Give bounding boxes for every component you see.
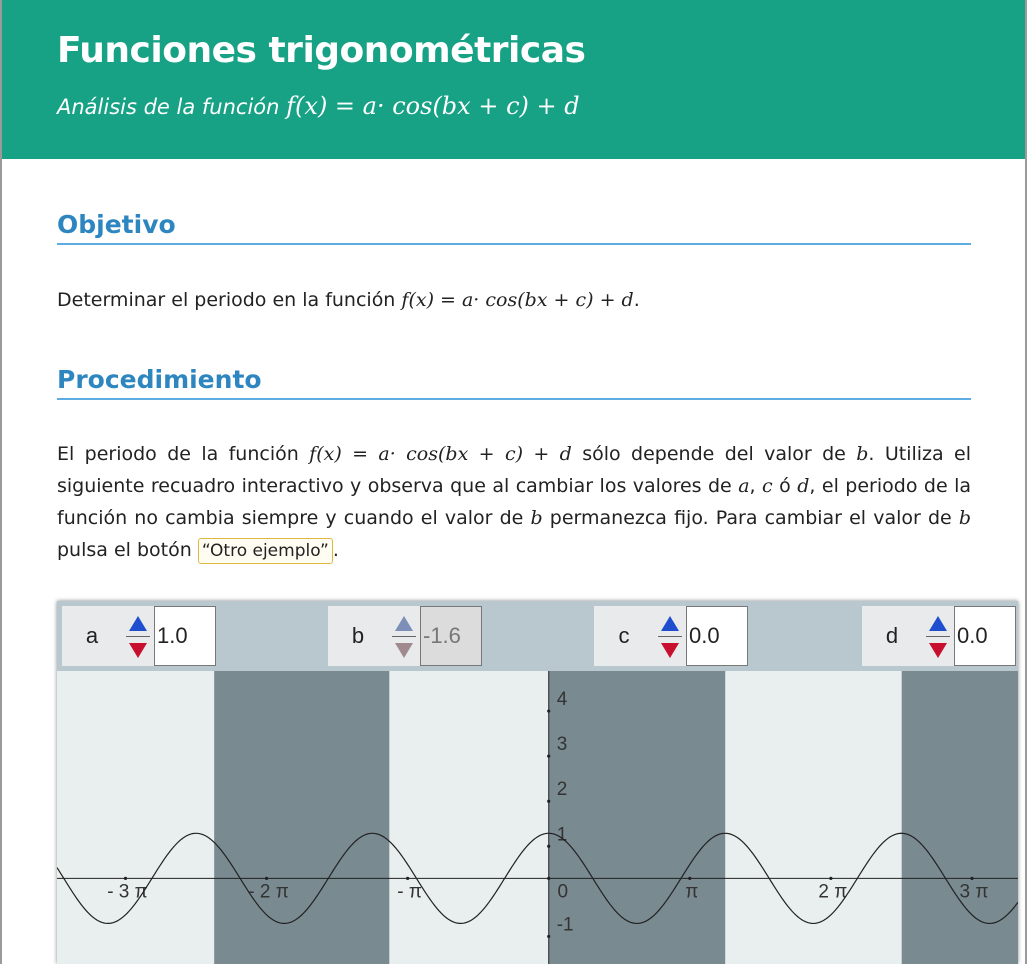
x-tick-label: - π [397, 881, 423, 903]
control-a-value[interactable]: 1.0 [154, 606, 216, 666]
control-d-label: d [862, 606, 922, 666]
procedimiento-paragraph [57, 438, 971, 566]
control-b-label: b [328, 606, 388, 666]
interactive-applet[interactable] [57, 601, 1018, 964]
page-subtitle [57, 92, 580, 120]
decrement-a-icon[interactable] [128, 640, 148, 660]
objetivo-formula: f(x) = a· cos(bx + c) + d [401, 289, 634, 311]
y-tick-label: -1 [556, 914, 574, 936]
proc-text-7: pulsa el botón [57, 539, 192, 561]
page-title: Funciones trigonométricas [57, 30, 586, 71]
control-c-spinner [654, 606, 686, 666]
proc-formula: f(x) = a· cos(bx + c) + d [309, 443, 572, 465]
proc-end: . [332, 539, 339, 561]
shaded-band [549, 671, 725, 964]
proc-var-c: c [762, 475, 773, 497]
proc-text-6: permanezca fijo. Para cambiar el valor de [549, 507, 952, 529]
control-d-value[interactable]: 0.0 [954, 606, 1016, 666]
x-tick-mark [688, 877, 691, 880]
spinner-divider [126, 636, 150, 637]
subtitle-formula: f(x) = a· cos(bx + c) + d [286, 92, 580, 120]
objetivo-text: Determinar el periodo en la función [57, 289, 396, 311]
proc-var-b-2: b [530, 507, 543, 529]
control-c-value[interactable]: 0.0 [686, 606, 748, 666]
x-tick-mark [970, 877, 973, 880]
page-header [2, 0, 1025, 159]
x-tick-mark [124, 877, 127, 880]
graph-canvas[interactable] [57, 671, 1018, 964]
subtitle-text: Análisis de la función [57, 95, 280, 119]
proc-text-3: . Utiliza el siguiente recuadro interactivo y observa que al cambiar los valores de [57, 443, 971, 497]
decrement-c-icon[interactable] [660, 640, 680, 660]
y-tick-mark [547, 709, 550, 712]
spinner-divider [926, 636, 950, 637]
proc-text-1: El periodo de la función [57, 443, 299, 465]
section-title-procedimiento: Procedimiento [57, 365, 971, 400]
control-a-spinner [122, 606, 154, 666]
x-tick-label: 3 π [959, 881, 989, 903]
increment-a-icon[interactable] [128, 614, 148, 634]
y-tick-mark [547, 845, 550, 848]
parameter-controls [57, 601, 1018, 671]
x-tick-label: π [685, 881, 699, 903]
x-tick-mark [265, 877, 268, 880]
x-tick-mark [829, 877, 832, 880]
proc-comma: , [749, 475, 756, 497]
y-tick-mark [547, 935, 550, 938]
objetivo-period: . [633, 289, 640, 311]
y-tick-label: 3 [556, 734, 568, 756]
increment-c-icon[interactable] [660, 614, 680, 634]
proc-var-d: d [797, 475, 810, 497]
decrement-b-icon [394, 640, 414, 660]
control-c-label: c [594, 606, 654, 666]
y-tick-label: 4 [556, 689, 568, 711]
proc-var-b: b [856, 443, 869, 465]
y-tick-mark [547, 800, 550, 803]
control-a-label: a [62, 606, 122, 666]
spinner-divider [392, 636, 416, 637]
x-tick-label: 2 π [818, 881, 848, 903]
shaded-band [214, 671, 389, 964]
increment-b-icon [394, 614, 414, 634]
proc-var-a: a [738, 475, 750, 497]
y-tick-label: 1 [556, 824, 568, 846]
y-tick-mark [547, 755, 550, 758]
proc-text-2: sólo depende del valor de [582, 443, 846, 465]
control-b-value: -1.6 [420, 606, 482, 666]
section-title-objetivo: Objetivo [57, 210, 971, 245]
y-tick-label: 2 [556, 779, 568, 801]
decrement-d-icon[interactable] [928, 640, 948, 660]
control-b-spinner [388, 606, 420, 666]
increment-d-icon[interactable] [928, 614, 948, 634]
x-tick-mark [406, 877, 409, 880]
x-tick-mark [547, 877, 550, 880]
proc-var-b-3: b [958, 507, 971, 529]
otro-ejemplo-button-ref: “Otro ejemplo” [198, 538, 333, 564]
x-tick-label: - 3 π [107, 881, 148, 903]
objetivo-paragraph [57, 284, 971, 316]
function-graph[interactable] [57, 671, 1018, 964]
control-d-spinner [922, 606, 954, 666]
proc-text-5: , el periodo de la función no cambia siempre y cuando el valor de [57, 475, 972, 529]
x-tick-label: - 2 π [248, 881, 289, 903]
spinner-divider [658, 636, 682, 637]
x-tick-label: 0 [557, 881, 569, 903]
proc-text-4: ó [779, 475, 791, 497]
